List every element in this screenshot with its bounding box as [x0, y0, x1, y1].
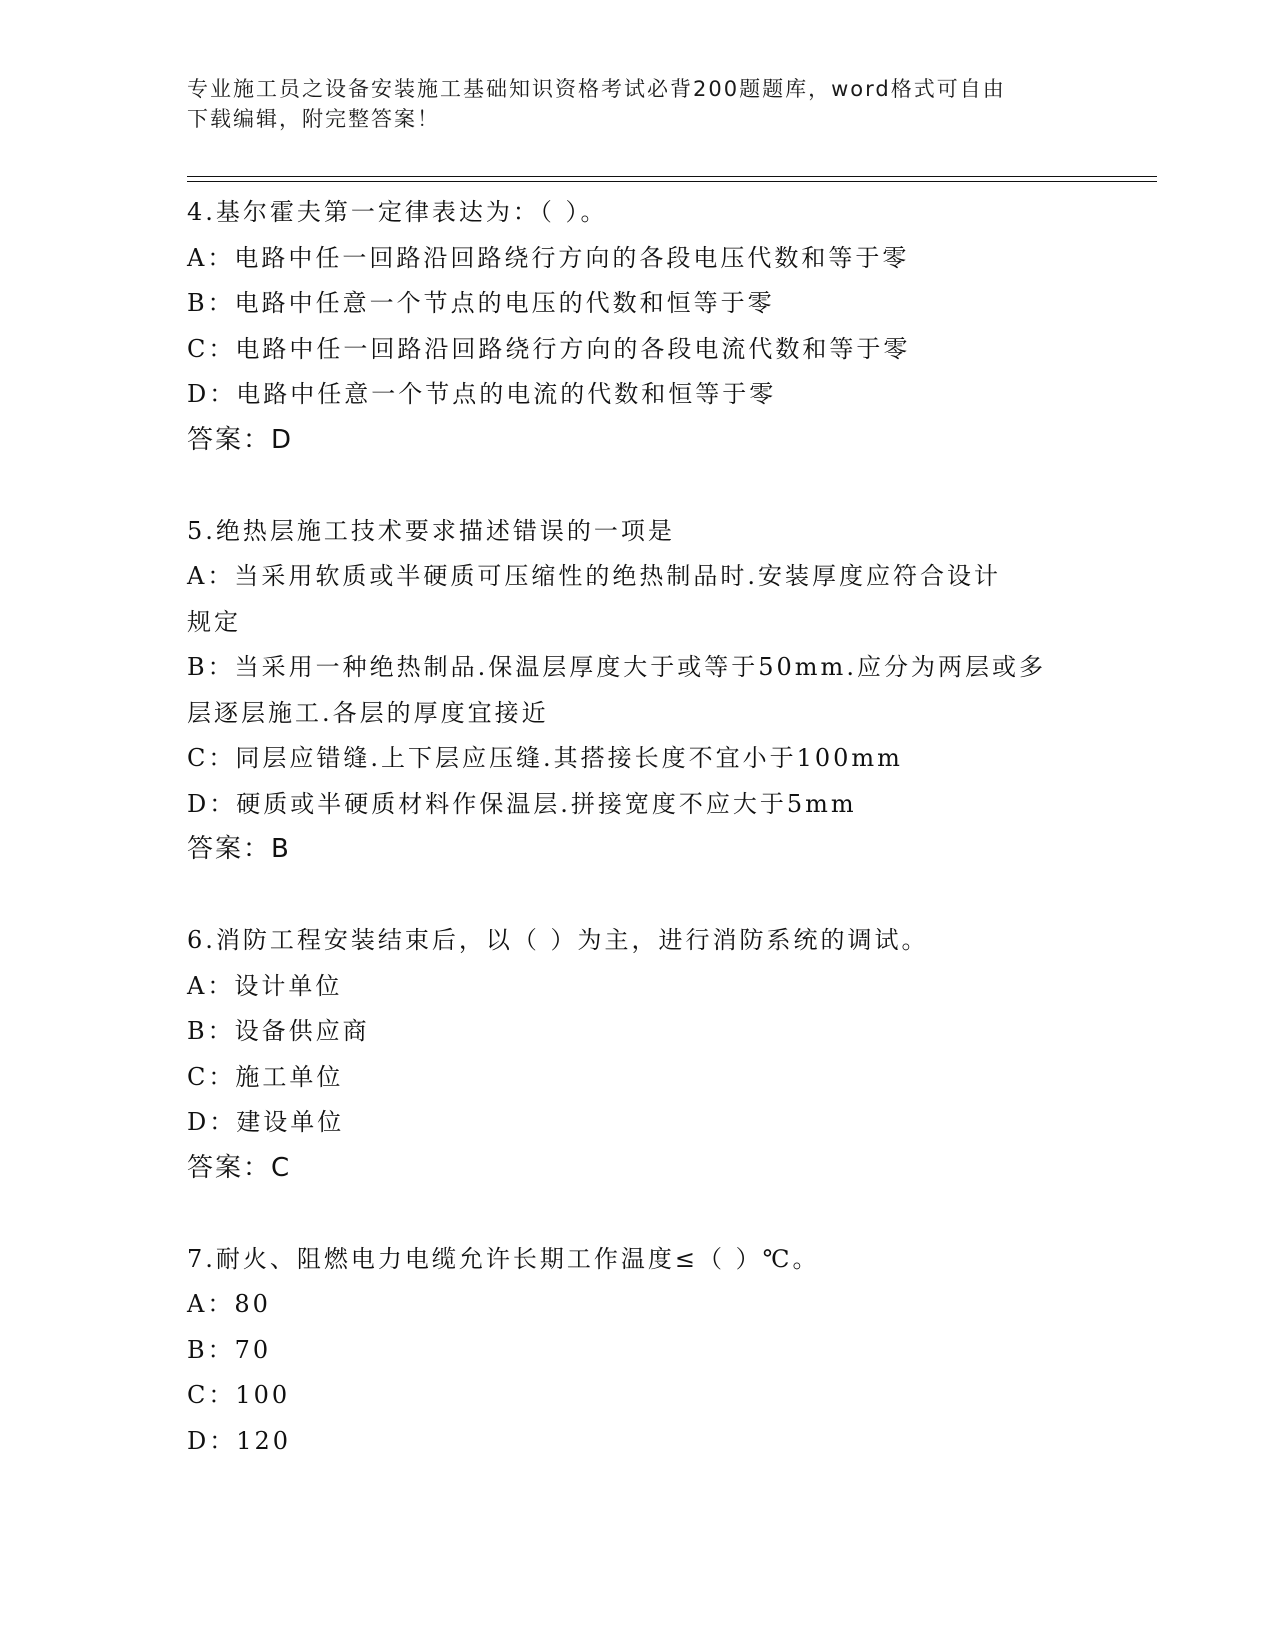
question-stem: 4.基尔霍夫第一定律表达为：（ ）。 [187, 198, 608, 226]
answer-line: 答案：D [187, 424, 294, 455]
question-list [187, 190, 1087, 1464]
option-c: C：同层应错缝.上下层应压缝.其搭接长度不宜小于100mm [187, 744, 903, 772]
question-stem: 5.绝热层施工技术要求描述错误的一项是 [187, 516, 675, 545]
answer-line: 答案：B [187, 834, 291, 864]
option-a: A：80 [187, 1290, 271, 1318]
option-b: B：电路中任意一个节点的电压的代数和恒等于零 [187, 289, 775, 317]
option-d: D：电路中任意一个节点的电流的代数和恒等于零 [187, 380, 777, 408]
option-b: B：设备供应商 [187, 1017, 370, 1045]
header-line-1: 专业施工员之设备安装施工基础知识资格考试必背200题题库，word格式可自由 [187, 77, 1006, 101]
option-c: C：施工单位 [187, 1062, 344, 1091]
option-a: A：当采用软质或半硬质可压缩性的绝热制品时.安装厚度应符合设计 [187, 562, 1001, 590]
option-a: A：设计单位 [187, 971, 343, 1000]
header-divider-bottom [187, 181, 1157, 182]
option-b: B：70 [187, 1335, 272, 1364]
question-stem: 7.耐火、阻燃电力电缆允许长期工作温度≤（ ）℃。 [187, 1244, 820, 1273]
question-block [187, 509, 1087, 873]
option-d: D：120 [187, 1426, 292, 1455]
question-block [187, 918, 1087, 1191]
option-a: A：电路中任一回路沿回路绕行方向的各段电压代数和等于零 [187, 243, 910, 272]
option-c: C：电路中任一回路沿回路绕行方向的各段电流代数和等于零 [187, 334, 911, 363]
header-line-2: 下载编辑，附完整答案！ [187, 107, 440, 131]
option-d: D：硬质或半硬质材料作保温层.拼接宽度不应大于5mm [187, 789, 857, 818]
option-c: C：100 [187, 1381, 291, 1409]
option-b-continued: 层逐层施工.各层的厚度宜接近 [187, 698, 549, 727]
document-header [187, 74, 1087, 134]
question-block [187, 190, 1087, 463]
spacer [187, 1191, 1087, 1237]
question-block [187, 1237, 1087, 1465]
answer-line: 答案：C [187, 1152, 292, 1183]
spacer [187, 463, 1087, 509]
option-a-continued: 规定 [187, 607, 241, 636]
spacer [187, 873, 1087, 919]
question-stem: 6.消防工程安装结束后，以（ ）为主，进行消防系统的调试。 [187, 926, 929, 954]
option-d: D：建设单位 [187, 1108, 345, 1136]
option-b: B：当采用一种绝热制品.保温层厚度大于或等于50mm.应分为两层或多 [187, 653, 1046, 681]
header-divider-top [187, 176, 1157, 177]
